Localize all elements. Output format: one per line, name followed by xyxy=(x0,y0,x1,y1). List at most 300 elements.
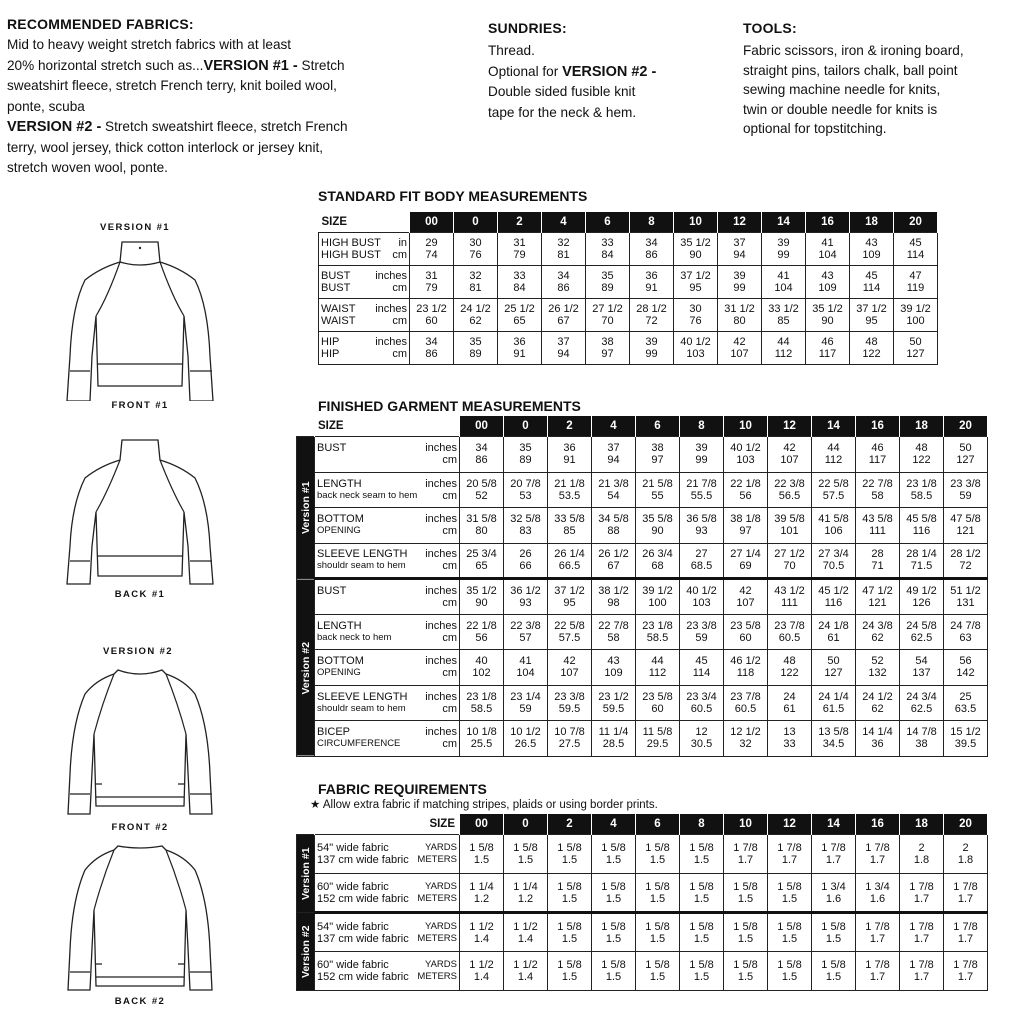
measurement-cell xyxy=(548,952,592,991)
value-secondary: 100 xyxy=(648,596,667,609)
row-label xyxy=(315,650,460,686)
row-label-name: BOTTOM xyxy=(317,655,364,668)
value-secondary: 107 xyxy=(560,667,579,680)
value-secondary: 111 xyxy=(781,596,798,609)
measurement-cell xyxy=(460,650,504,686)
value-primary: 1 5/8 xyxy=(601,842,626,854)
measurement-cell xyxy=(850,332,894,365)
value-primary: 46 xyxy=(871,442,884,455)
value-secondary: 109 xyxy=(862,249,881,261)
value-primary: 33 xyxy=(601,237,614,249)
value-primary: 23 1/8 xyxy=(466,690,497,703)
size-header-cell: 18 xyxy=(850,212,894,233)
tools-line: twin or double needle for knits is xyxy=(743,101,938,117)
value-secondary: 29.5 xyxy=(646,738,669,751)
size-header-cell: 16 xyxy=(806,212,850,233)
tools-text xyxy=(743,41,1018,139)
value-secondary: 39.5 xyxy=(954,738,977,751)
value-secondary: 62.5 xyxy=(910,631,933,644)
value-primary: 28 xyxy=(871,548,884,561)
value-primary: 27 3/4 xyxy=(818,548,849,561)
value-secondary: 97 xyxy=(739,525,752,538)
value-secondary: 103 xyxy=(686,348,705,360)
fabrics-line xyxy=(7,117,437,138)
size-header-cell: 4 xyxy=(592,416,636,437)
value-primary: 43 xyxy=(607,655,620,668)
row-label-name: 137 cm wide fabric xyxy=(317,854,409,866)
measurement-cell xyxy=(630,299,674,332)
value-primary: 27 1/2 xyxy=(592,303,623,315)
value-primary: 1 5/8 xyxy=(777,920,802,933)
value-secondary: 1.7 xyxy=(957,971,974,983)
value-primary: 42 xyxy=(563,655,576,668)
measurement-cell xyxy=(762,233,806,266)
value-primary: 24 xyxy=(783,690,796,703)
value-primary: 35 1/2 xyxy=(680,237,711,249)
value-secondary: 106 xyxy=(824,525,843,538)
value-secondary: 122 xyxy=(780,667,799,680)
measurement-cell xyxy=(812,650,856,686)
value-secondary: 85 xyxy=(563,525,576,538)
value-primary: 22 1/8 xyxy=(730,477,761,490)
value-secondary: 118 xyxy=(736,667,755,680)
value-secondary: 36 xyxy=(871,738,884,751)
measurement-cell xyxy=(586,332,630,365)
fabric-grid xyxy=(296,814,988,991)
value-primary: 24 5/8 xyxy=(906,619,937,632)
value-secondary: 90 xyxy=(651,525,664,538)
value-primary: 15 1/2 xyxy=(950,726,981,739)
measurement-cell xyxy=(724,952,768,991)
measurement-cell xyxy=(812,472,856,508)
value-secondary: 104 xyxy=(516,667,535,680)
fabric-requirements-title: FABRIC REQUIREMENTS xyxy=(318,781,487,797)
value-secondary: 1.2 xyxy=(517,892,534,905)
row-label-unit: inches xyxy=(375,336,407,348)
row-label-unit: cm xyxy=(442,489,457,502)
value-primary: 37 1/2 xyxy=(554,584,585,597)
measurement-cell xyxy=(724,437,768,473)
measurement-cell xyxy=(548,685,592,721)
value-primary: 23 5/8 xyxy=(642,690,673,703)
value-secondary: 59 xyxy=(695,631,708,644)
row-label-line-1 xyxy=(321,270,409,282)
row-label-unit: inches xyxy=(425,726,457,739)
sundries-title: SUNDRIES: xyxy=(488,20,567,36)
value-primary: 1 5/8 xyxy=(513,842,538,854)
value-primary: 30 xyxy=(469,237,482,249)
value-primary: 48 xyxy=(915,442,928,455)
measurement-cell xyxy=(680,650,724,686)
row-label-line-2 xyxy=(317,454,459,466)
row-label xyxy=(315,472,460,508)
value-primary: 1 5/8 xyxy=(645,880,670,893)
value-secondary: 26.5 xyxy=(514,738,537,751)
value-primary: 47 1/2 xyxy=(862,584,893,597)
value-secondary: 71 xyxy=(871,560,884,573)
size-header-row xyxy=(297,416,988,437)
value-primary: 50 xyxy=(959,442,972,455)
fabrics-line: stretch woven wool, ponte. xyxy=(7,160,168,175)
value-secondary: 65 xyxy=(513,315,526,327)
value-secondary: 1.5 xyxy=(649,932,666,945)
measurement-cell xyxy=(630,266,674,299)
value-primary: 2 xyxy=(918,842,925,854)
size-header-cell: 4 xyxy=(542,212,586,233)
measurement-row xyxy=(319,266,938,299)
measurement-cell xyxy=(856,685,900,721)
measurement-cell xyxy=(548,543,592,579)
row-label-unit: in xyxy=(398,237,407,249)
value-primary: 1 7/8 xyxy=(865,842,890,854)
body-grid xyxy=(318,212,938,365)
value-primary: 46 1/2 xyxy=(730,655,761,668)
value-primary: 39 xyxy=(695,442,708,455)
value-primary: 39 xyxy=(645,336,658,348)
row-label-name: OPENING xyxy=(317,667,361,679)
measurement-cell xyxy=(592,913,636,952)
value-secondary: 1.7 xyxy=(781,854,798,866)
measurement-cell xyxy=(812,721,856,757)
measurement-cell xyxy=(718,266,762,299)
value-secondary: 111 xyxy=(869,525,886,538)
size-header-cell: 10 xyxy=(674,212,718,233)
measurement-cell xyxy=(944,721,988,757)
size-header-cell: 10 xyxy=(724,416,768,437)
size-label: SIZE xyxy=(315,416,460,437)
value-secondary: 60.5 xyxy=(690,702,713,715)
value-secondary: 89 xyxy=(601,282,614,294)
size-header-cell: 0 xyxy=(454,212,498,233)
measurement-row xyxy=(297,650,988,686)
value-secondary: 57 xyxy=(519,631,532,644)
row-label-line-1 xyxy=(317,620,459,632)
body-measurements-title: STANDARD FIT BODY MEASUREMENTS xyxy=(318,188,588,204)
value-secondary: 93 xyxy=(695,525,708,538)
recommended-fabrics-title: RECOMMENDED FABRICS: xyxy=(7,16,194,32)
value-secondary: 80 xyxy=(733,315,746,327)
measurement-cell xyxy=(542,233,586,266)
value-primary: 25 3/4 xyxy=(466,548,497,561)
value-primary: 45 xyxy=(865,270,878,282)
value-primary: 1 1/2 xyxy=(513,959,538,971)
value-primary: 26 3/4 xyxy=(642,548,673,561)
value-primary: 32 xyxy=(557,237,570,249)
measurement-cell xyxy=(812,685,856,721)
measurement-row xyxy=(297,614,988,650)
measurement-cell xyxy=(768,952,812,991)
value-primary: 35 xyxy=(469,336,482,348)
value-secondary: 62 xyxy=(469,315,482,327)
version-1-label: VERSION #1 - xyxy=(203,57,298,74)
measurement-cell xyxy=(944,472,988,508)
value-secondary: 1.5 xyxy=(693,971,710,983)
measurement-cell xyxy=(856,508,900,544)
measurement-cell xyxy=(768,614,812,650)
value-secondary: 1.7 xyxy=(913,892,930,905)
measurement-row xyxy=(319,332,938,365)
measurement-cell xyxy=(850,299,894,332)
value-secondary: 1.7 xyxy=(957,892,974,905)
measurement-cell xyxy=(680,874,724,913)
measurement-cell xyxy=(900,721,944,757)
value-primary: 1 5/8 xyxy=(777,880,802,893)
measurement-cell xyxy=(768,650,812,686)
value-primary: 1 7/8 xyxy=(909,920,934,933)
value-primary: 32 5/8 xyxy=(510,513,541,526)
value-primary: 23 1/2 xyxy=(598,690,629,703)
measurement-cell xyxy=(856,913,900,952)
version-tab: Version #2 xyxy=(297,579,315,757)
value-secondary: 89 xyxy=(519,454,532,467)
measurement-cell xyxy=(944,685,988,721)
value-primary: 27 1/4 xyxy=(730,548,761,561)
value-secondary: 1.2 xyxy=(473,892,490,905)
size-label: SIZE xyxy=(319,212,410,233)
measurement-cell xyxy=(674,332,718,365)
row-label-unit: cm xyxy=(392,282,407,294)
value-secondary: 32 xyxy=(739,738,752,751)
sketch-front-2-label: FRONT #2 xyxy=(111,822,169,833)
value-secondary: 83 xyxy=(519,525,532,538)
measurement-cell xyxy=(812,913,856,952)
value-primary: 42 xyxy=(739,584,752,597)
value-primary: 51 1/2 xyxy=(950,584,981,597)
value-primary: 1 1/2 xyxy=(469,920,494,933)
measurement-cell xyxy=(410,332,454,365)
measurement-cell xyxy=(944,614,988,650)
value-secondary: 59.5 xyxy=(602,702,625,715)
size-header-cell: 20 xyxy=(944,416,988,437)
row-label-line-1 xyxy=(317,842,459,854)
value-secondary: 126 xyxy=(912,596,931,609)
measurement-cell xyxy=(592,685,636,721)
value-secondary: 58.5 xyxy=(470,702,493,715)
value-primary: 35 xyxy=(519,442,532,455)
measurement-cell xyxy=(768,543,812,579)
value-primary: 1 5/8 xyxy=(601,920,626,933)
value-primary: 26 1/2 xyxy=(548,303,579,315)
value-primary: 40 xyxy=(475,655,488,668)
value-secondary: 95 xyxy=(563,596,576,609)
tools-line: sewing machine needle for knits, xyxy=(743,82,941,97)
value-primary: 35 1/2 xyxy=(466,584,497,597)
value-secondary: 89 xyxy=(469,348,482,360)
fabrics-line: ponte, scuba xyxy=(7,98,85,114)
sketch-front-1-label: FRONT #1 xyxy=(111,400,169,411)
value-primary: 50 xyxy=(909,336,922,348)
measurement-cell xyxy=(680,543,724,579)
row-label-unit: METERS xyxy=(417,854,457,865)
value-primary: 39 5/8 xyxy=(774,513,805,526)
value-secondary: 1.5 xyxy=(693,892,710,905)
size-header-cell: 2 xyxy=(498,212,542,233)
size-header-cell: 8 xyxy=(680,814,724,835)
measurement-cell xyxy=(724,874,768,913)
measurement-cell xyxy=(768,472,812,508)
measurement-row xyxy=(297,685,988,721)
value-secondary: 56 xyxy=(739,489,752,502)
value-primary: 1 7/8 xyxy=(953,959,978,971)
measurement-cell xyxy=(944,952,988,991)
value-secondary: 107 xyxy=(736,596,755,609)
star-icon: ★ xyxy=(310,799,321,811)
measurement-cell xyxy=(900,472,944,508)
measurement-cell xyxy=(768,685,812,721)
value-secondary: 1.7 xyxy=(869,854,886,866)
version-2-label: VERSION #2 - xyxy=(562,63,657,80)
row-label-name: LENGTH xyxy=(317,477,362,490)
measurement-cell xyxy=(856,437,900,473)
value-secondary: 59.5 xyxy=(558,702,581,715)
row-label-unit: inches xyxy=(425,690,457,703)
measurement-cell xyxy=(460,579,504,615)
value-secondary: 116 xyxy=(912,525,931,538)
measurement-cell xyxy=(894,233,938,266)
measurement-cell xyxy=(636,835,680,874)
value-primary: 23 1/8 xyxy=(906,477,937,490)
row-label-line-2 xyxy=(317,933,459,945)
value-primary: 26 1/2 xyxy=(598,548,629,561)
value-secondary: 1.7 xyxy=(737,854,754,866)
sundries-line: Double sided fusible knit xyxy=(488,84,636,99)
value-secondary: 58.5 xyxy=(910,489,933,502)
size-header-cell: 2 xyxy=(548,416,592,437)
measurement-cell xyxy=(592,543,636,579)
value-primary: 31 xyxy=(513,237,526,249)
tools-section xyxy=(743,20,1018,139)
value-secondary: 1.5 xyxy=(737,971,754,983)
sketch-back-1-label: BACK #1 xyxy=(114,589,166,600)
row-label-unit: cm xyxy=(442,631,457,644)
row-label xyxy=(315,508,460,544)
measurement-cell xyxy=(850,233,894,266)
sundries-line xyxy=(488,62,708,83)
measurement-cell xyxy=(724,543,768,579)
row-label-name: OPENING xyxy=(317,525,361,537)
fabrics-line: terry, wool jersey, thick cotton interlock or jersey knit, xyxy=(7,139,324,155)
value-secondary: 1.5 xyxy=(605,932,622,945)
value-primary: 49 1/2 xyxy=(906,584,937,597)
value-primary: 40 1/2 xyxy=(730,442,761,455)
measurement-cell xyxy=(636,721,680,757)
measurement-cell xyxy=(460,685,504,721)
row-label-name: BUST xyxy=(321,282,351,294)
size-header-row xyxy=(297,814,988,835)
value-secondary: 1.5 xyxy=(561,854,578,866)
row-label-line-1 xyxy=(317,513,459,525)
value-secondary: 1.7 xyxy=(869,971,886,983)
row-label-unit: cm xyxy=(442,454,457,467)
measurement-cell xyxy=(812,437,856,473)
value-primary: 50 xyxy=(827,655,840,668)
value-primary: 1 1/4 xyxy=(513,880,538,893)
header-spacer xyxy=(297,416,315,437)
value-primary: 22 7/8 xyxy=(862,477,893,490)
value-primary: 1 1/4 xyxy=(469,880,494,893)
measurement-cell xyxy=(460,721,504,757)
measurement-cell xyxy=(592,874,636,913)
measurement-cell xyxy=(548,508,592,544)
row-label-line-2 xyxy=(317,738,459,750)
row-label-name: WAIST xyxy=(321,315,356,327)
row-label xyxy=(315,614,460,650)
measurement-cell xyxy=(592,721,636,757)
value-primary: 24 1/8 xyxy=(818,619,849,632)
value-primary: 28 1/2 xyxy=(636,303,667,315)
value-primary: 21 5/8 xyxy=(642,477,673,490)
row-label-line-1 xyxy=(317,726,459,738)
measurement-cell xyxy=(944,913,988,952)
value-primary: 1 7/8 xyxy=(733,842,758,854)
value-secondary: 99 xyxy=(733,282,746,294)
value-secondary: 122 xyxy=(912,454,931,467)
value-primary: 1 5/8 xyxy=(821,959,846,971)
measurement-row xyxy=(297,952,988,991)
measurement-cell xyxy=(498,233,542,266)
measurement-cell xyxy=(548,835,592,874)
value-secondary: 102 xyxy=(472,667,491,680)
measurement-cell xyxy=(944,437,988,473)
value-secondary: 86 xyxy=(557,282,570,294)
version-tab: Version #2 xyxy=(297,913,315,991)
measurement-cell xyxy=(812,835,856,874)
measurement-cell xyxy=(768,437,812,473)
row-label-name: LENGTH xyxy=(317,619,362,632)
sketch-version-2-label: VERSION #2 xyxy=(103,646,173,657)
row-label xyxy=(315,543,460,579)
measurement-cell xyxy=(762,266,806,299)
measurement-row xyxy=(297,913,988,952)
value-primary: 1 5/8 xyxy=(733,920,758,933)
measurement-cell xyxy=(894,332,938,365)
value-primary: 24 1/2 xyxy=(460,303,491,315)
value-primary: 13 xyxy=(783,726,796,739)
measurement-cell xyxy=(856,543,900,579)
value-secondary: 1.5 xyxy=(693,932,710,945)
back-2-sketch xyxy=(60,840,220,992)
value-primary: 23 1/8 xyxy=(642,619,673,632)
value-primary: 23 7/8 xyxy=(774,619,805,632)
size-header-cell: 6 xyxy=(586,212,630,233)
measurement-cell xyxy=(768,508,812,544)
measurement-cell xyxy=(900,952,944,991)
row-label-unit: inches xyxy=(425,477,457,490)
row-label-unit: YARDS xyxy=(424,959,457,970)
value-secondary: 60.5 xyxy=(778,631,801,644)
row-label-line-1 xyxy=(317,691,459,703)
value-primary: 22 5/8 xyxy=(554,619,585,632)
row-label-unit: inches xyxy=(425,619,457,632)
measurement-cell xyxy=(856,835,900,874)
value-primary: 1 5/8 xyxy=(733,880,758,893)
row-label-unit: inches xyxy=(375,270,407,282)
value-primary: 1 7/8 xyxy=(821,842,846,854)
row-label-name: HIGH BUST xyxy=(321,237,381,249)
value-primary: 1 3/4 xyxy=(865,880,890,893)
row-label-name: 152 cm wide fabric xyxy=(317,892,409,905)
recommended-fabrics-text xyxy=(7,35,437,179)
value-primary: 54 xyxy=(915,655,928,668)
row-label-unit: inches xyxy=(425,513,457,526)
measurement-cell xyxy=(900,685,944,721)
row-label-line-2 xyxy=(321,282,409,294)
measurement-cell xyxy=(548,437,592,473)
value-secondary: 74 xyxy=(425,249,438,261)
measurement-cell xyxy=(460,508,504,544)
value-primary: 27 xyxy=(695,548,708,561)
value-secondary: 90 xyxy=(821,315,834,327)
